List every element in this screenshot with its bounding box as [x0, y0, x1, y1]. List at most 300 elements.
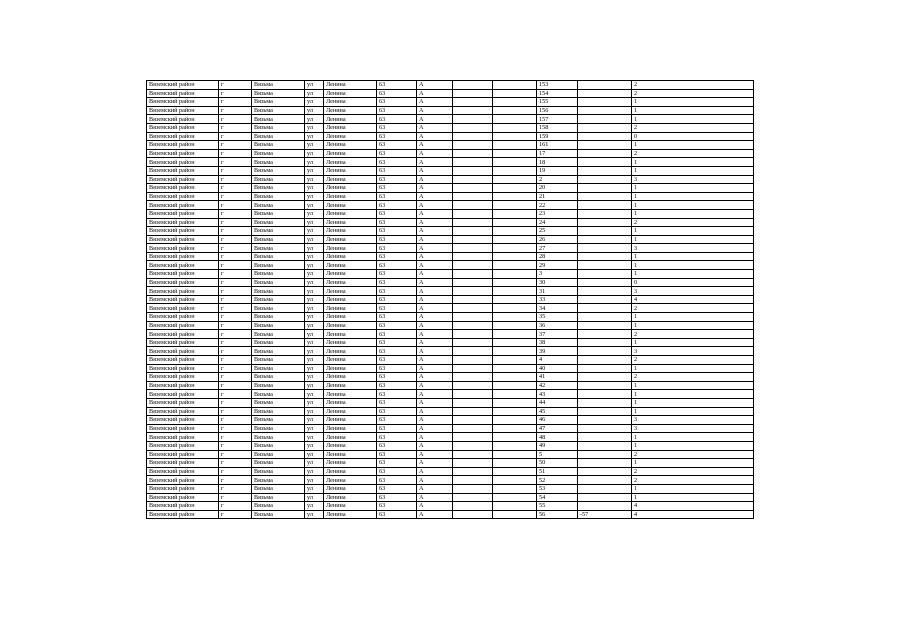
settlement-cell: Вязьма [252, 373, 305, 382]
settlement-cell: Вязьма [252, 338, 305, 347]
empty-cell [453, 175, 493, 184]
empty-cell [453, 441, 493, 450]
extra-cell [578, 287, 632, 296]
empty-cell [453, 338, 493, 347]
street-type-cell: ул [305, 424, 324, 433]
address-table [146, 80, 754, 519]
district-cell: Вяземский район [147, 313, 219, 322]
settlement-cell: Вязьма [252, 295, 305, 304]
settlement-type-cell: г [219, 158, 252, 167]
empty-cell [453, 201, 493, 210]
empty-cell [493, 149, 537, 158]
settlement-cell: Вязьма [252, 184, 305, 193]
settlement-type-cell: г [219, 364, 252, 373]
extra-cell [578, 330, 632, 339]
apartment-cell: 31 [537, 287, 578, 296]
empty-cell [493, 201, 537, 210]
letter-cell: А [417, 459, 453, 468]
settlement-type-cell: г [219, 467, 252, 476]
count-cell: 2 [632, 330, 754, 339]
settlement-type-cell: г [219, 476, 252, 485]
street-type-cell: ул [305, 166, 324, 175]
district-cell: Вяземский район [147, 510, 219, 519]
settlement-cell: Вязьма [252, 364, 305, 373]
district-cell: Вяземский район [147, 416, 219, 425]
empty-cell [453, 407, 493, 416]
house-cell: 63 [377, 89, 417, 98]
district-cell: Вяземский район [147, 184, 219, 193]
letter-cell: А [417, 175, 453, 184]
apartment-cell: 19 [537, 166, 578, 175]
settlement-cell: Вязьма [252, 166, 305, 175]
extra-cell [578, 261, 632, 270]
empty-cell [453, 270, 493, 279]
letter-cell: А [417, 304, 453, 313]
empty-cell [453, 287, 493, 296]
table-row [147, 166, 754, 175]
count-cell: 1 [632, 493, 754, 502]
street-cell: Ленина [324, 278, 377, 287]
settlement-cell: Вязьма [252, 158, 305, 167]
table-row [147, 123, 754, 132]
street-type-cell: ул [305, 175, 324, 184]
street-cell: Ленина [324, 123, 377, 132]
apartment-cell: 36 [537, 321, 578, 330]
house-cell: 63 [377, 433, 417, 442]
letter-cell: А [417, 484, 453, 493]
empty-cell [453, 381, 493, 390]
street-cell: Ленина [324, 338, 377, 347]
settlement-cell: Вязьма [252, 304, 305, 313]
count-cell: 3 [632, 416, 754, 425]
empty-cell [493, 158, 537, 167]
house-cell: 63 [377, 98, 417, 107]
table-row [147, 278, 754, 287]
count-cell: 4 [632, 502, 754, 511]
letter-cell: А [417, 149, 453, 158]
apartment-cell: 20 [537, 184, 578, 193]
district-cell: Вяземский район [147, 390, 219, 399]
district-cell: Вяземский район [147, 484, 219, 493]
street-cell: Ленина [324, 313, 377, 322]
count-cell: 2 [632, 450, 754, 459]
settlement-cell: Вязьма [252, 81, 305, 90]
table-row [147, 398, 754, 407]
letter-cell: А [417, 407, 453, 416]
empty-cell [453, 192, 493, 201]
district-cell: Вяземский район [147, 321, 219, 330]
count-cell: 2 [632, 304, 754, 313]
apartment-cell: 157 [537, 115, 578, 124]
letter-cell: А [417, 381, 453, 390]
count-cell: 3 [632, 347, 754, 356]
street-type-cell: ул [305, 209, 324, 218]
extra-cell [578, 244, 632, 253]
empty-cell [493, 287, 537, 296]
district-cell: Вяземский район [147, 295, 219, 304]
settlement-cell: Вязьма [252, 347, 305, 356]
street-type-cell: ул [305, 270, 324, 279]
table-row [147, 235, 754, 244]
extra-cell [578, 459, 632, 468]
settlement-cell: Вязьма [252, 123, 305, 132]
settlement-cell: Вязьма [252, 244, 305, 253]
letter-cell: А [417, 441, 453, 450]
table-row [147, 407, 754, 416]
letter-cell: А [417, 433, 453, 442]
empty-cell [493, 381, 537, 390]
table-row [147, 476, 754, 485]
settlement-cell: Вязьма [252, 356, 305, 365]
empty-cell [493, 209, 537, 218]
settlement-cell: Вязьма [252, 89, 305, 98]
settlement-type-cell: г [219, 493, 252, 502]
settlement-type-cell: г [219, 450, 252, 459]
street-type-cell: ул [305, 441, 324, 450]
empty-cell [493, 98, 537, 107]
table-row [147, 89, 754, 98]
empty-cell [453, 278, 493, 287]
extra-cell [578, 192, 632, 201]
settlement-cell: Вязьма [252, 270, 305, 279]
house-cell: 63 [377, 459, 417, 468]
count-cell: 1 [632, 261, 754, 270]
table-row [147, 364, 754, 373]
street-type-cell: ул [305, 184, 324, 193]
empty-cell [493, 270, 537, 279]
district-cell: Вяземский район [147, 330, 219, 339]
extra-cell [578, 270, 632, 279]
street-type-cell: ул [305, 81, 324, 90]
settlement-type-cell: г [219, 89, 252, 98]
house-cell: 63 [377, 201, 417, 210]
apartment-cell: 50 [537, 459, 578, 468]
street-type-cell: ул [305, 304, 324, 313]
settlement-type-cell: г [219, 398, 252, 407]
district-cell: Вяземский район [147, 364, 219, 373]
count-cell: 4 [632, 295, 754, 304]
apartment-cell: 39 [537, 347, 578, 356]
letter-cell: А [417, 356, 453, 365]
house-cell: 63 [377, 278, 417, 287]
settlement-cell: Вязьма [252, 209, 305, 218]
count-cell: 2 [632, 467, 754, 476]
empty-cell [453, 321, 493, 330]
settlement-type-cell: г [219, 252, 252, 261]
count-cell: 1 [632, 201, 754, 210]
street-cell: Ленина [324, 450, 377, 459]
letter-cell: А [417, 287, 453, 296]
house-cell: 63 [377, 493, 417, 502]
extra-cell [578, 493, 632, 502]
apartment-cell: 48 [537, 433, 578, 442]
street-cell: Ленина [324, 459, 377, 468]
settlement-cell: Вязьма [252, 467, 305, 476]
empty-cell [453, 493, 493, 502]
apartment-cell: 52 [537, 476, 578, 485]
empty-cell [453, 424, 493, 433]
extra-cell [578, 441, 632, 450]
letter-cell: А [417, 390, 453, 399]
settlement-type-cell: г [219, 192, 252, 201]
empty-cell [493, 433, 537, 442]
empty-cell [493, 295, 537, 304]
apartment-cell: 40 [537, 364, 578, 373]
empty-cell [453, 115, 493, 124]
table-row [147, 227, 754, 236]
street-type-cell: ул [305, 330, 324, 339]
letter-cell: А [417, 81, 453, 90]
settlement-cell: Вязьма [252, 201, 305, 210]
settlement-type-cell: г [219, 433, 252, 442]
count-cell: 3 [632, 424, 754, 433]
extra-cell [578, 295, 632, 304]
table-row [147, 450, 754, 459]
table-row [147, 98, 754, 107]
house-cell: 63 [377, 381, 417, 390]
settlement-type-cell: г [219, 390, 252, 399]
count-cell: 2 [632, 476, 754, 485]
count-cell: 1 [632, 407, 754, 416]
settlement-cell: Вязьма [252, 175, 305, 184]
street-type-cell: ул [305, 459, 324, 468]
count-cell: 1 [632, 166, 754, 175]
house-cell: 63 [377, 106, 417, 115]
settlement-type-cell: г [219, 321, 252, 330]
settlement-cell: Вязьма [252, 416, 305, 425]
house-cell: 63 [377, 166, 417, 175]
empty-cell [453, 416, 493, 425]
settlement-type-cell: г [219, 235, 252, 244]
apartment-cell: 30 [537, 278, 578, 287]
letter-cell: А [417, 141, 453, 150]
house-cell: 63 [377, 321, 417, 330]
district-cell: Вяземский район [147, 441, 219, 450]
street-cell: Ленина [324, 381, 377, 390]
letter-cell: А [417, 261, 453, 270]
house-cell: 63 [377, 192, 417, 201]
settlement-type-cell: г [219, 330, 252, 339]
count-cell: 1 [632, 158, 754, 167]
table-row [147, 373, 754, 382]
house-cell: 63 [377, 313, 417, 322]
district-cell: Вяземский район [147, 407, 219, 416]
empty-cell [453, 476, 493, 485]
settlement-type-cell: г [219, 347, 252, 356]
apartment-cell: 53 [537, 484, 578, 493]
table-row [147, 149, 754, 158]
letter-cell: А [417, 373, 453, 382]
count-cell: 2 [632, 356, 754, 365]
settlement-type-cell: г [219, 407, 252, 416]
apartment-cell: 45 [537, 407, 578, 416]
letter-cell: А [417, 89, 453, 98]
apartment-cell: 33 [537, 295, 578, 304]
empty-cell [453, 218, 493, 227]
empty-cell [493, 89, 537, 98]
street-type-cell: ул [305, 381, 324, 390]
table-row [147, 338, 754, 347]
street-type-cell: ул [305, 295, 324, 304]
street-cell: Ленина [324, 270, 377, 279]
street-cell: Ленина [324, 356, 377, 365]
extra-cell [578, 484, 632, 493]
empty-cell [493, 398, 537, 407]
house-cell: 63 [377, 502, 417, 511]
settlement-type-cell: г [219, 98, 252, 107]
letter-cell: А [417, 201, 453, 210]
street-cell: Ленина [324, 510, 377, 519]
settlement-cell: Вязьма [252, 476, 305, 485]
count-cell: 1 [632, 115, 754, 124]
empty-cell [493, 192, 537, 201]
letter-cell: А [417, 227, 453, 236]
settlement-cell: Вязьма [252, 141, 305, 150]
empty-cell [453, 304, 493, 313]
letter-cell: А [417, 132, 453, 141]
settlement-cell: Вязьма [252, 132, 305, 141]
empty-cell [493, 476, 537, 485]
settlement-cell: Вязьма [252, 441, 305, 450]
letter-cell: А [417, 416, 453, 425]
apartment-cell: 55 [537, 502, 578, 511]
count-cell: 2 [632, 373, 754, 382]
district-cell: Вяземский район [147, 132, 219, 141]
empty-cell [493, 338, 537, 347]
empty-cell [493, 390, 537, 399]
count-cell: 3 [632, 244, 754, 253]
letter-cell: А [417, 467, 453, 476]
empty-cell [453, 184, 493, 193]
table-row [147, 347, 754, 356]
house-cell: 63 [377, 175, 417, 184]
street-type-cell: ул [305, 132, 324, 141]
apartment-cell: 56 [537, 510, 578, 519]
table-row [147, 433, 754, 442]
empty-cell [493, 175, 537, 184]
table-row [147, 321, 754, 330]
settlement-type-cell: г [219, 227, 252, 236]
letter-cell: А [417, 158, 453, 167]
table-row [147, 106, 754, 115]
letter-cell: А [417, 502, 453, 511]
district-cell: Вяземский район [147, 252, 219, 261]
empty-cell [493, 459, 537, 468]
district-cell: Вяземский район [147, 338, 219, 347]
table-row [147, 390, 754, 399]
settlement-cell: Вязьма [252, 484, 305, 493]
extra-cell [578, 81, 632, 90]
district-cell: Вяземский район [147, 270, 219, 279]
street-type-cell: ул [305, 502, 324, 511]
table-row [147, 313, 754, 322]
apartment-cell: 44 [537, 398, 578, 407]
table-row [147, 218, 754, 227]
settlement-cell: Вязьма [252, 149, 305, 158]
letter-cell: А [417, 330, 453, 339]
count-cell: 2 [632, 149, 754, 158]
district-cell: Вяземский район [147, 192, 219, 201]
letter-cell: А [417, 235, 453, 244]
table-row [147, 244, 754, 253]
apartment-cell: 25 [537, 227, 578, 236]
empty-cell [493, 484, 537, 493]
empty-cell [493, 106, 537, 115]
table-row [147, 287, 754, 296]
empty-cell [493, 81, 537, 90]
district-cell: Вяземский район [147, 149, 219, 158]
house-cell: 63 [377, 476, 417, 485]
street-type-cell: ул [305, 261, 324, 270]
settlement-cell: Вязьма [252, 115, 305, 124]
house-cell: 63 [377, 209, 417, 218]
count-cell: 1 [632, 227, 754, 236]
street-type-cell: ул [305, 450, 324, 459]
house-cell: 63 [377, 484, 417, 493]
table-row [147, 330, 754, 339]
count-cell: 1 [632, 313, 754, 322]
empty-cell [453, 484, 493, 493]
empty-cell [453, 373, 493, 382]
street-cell: Ленина [324, 227, 377, 236]
table-row [147, 493, 754, 502]
district-cell: Вяземский район [147, 424, 219, 433]
district-cell: Вяземский район [147, 287, 219, 296]
extra-cell [578, 347, 632, 356]
apartment-cell: 28 [537, 252, 578, 261]
empty-cell [493, 227, 537, 236]
empty-cell [453, 227, 493, 236]
letter-cell: А [417, 338, 453, 347]
settlement-type-cell: г [219, 132, 252, 141]
street-type-cell: ул [305, 278, 324, 287]
apartment-cell: 3 [537, 270, 578, 279]
apartment-cell: 34 [537, 304, 578, 313]
table-row [147, 115, 754, 124]
settlement-cell: Вязьма [252, 398, 305, 407]
empty-cell [493, 261, 537, 270]
settlement-cell: Вязьма [252, 424, 305, 433]
settlement-cell: Вязьма [252, 313, 305, 322]
house-cell: 63 [377, 338, 417, 347]
empty-cell [453, 364, 493, 373]
letter-cell: А [417, 252, 453, 261]
letter-cell: А [417, 192, 453, 201]
letter-cell: А [417, 364, 453, 373]
letter-cell: А [417, 278, 453, 287]
settlement-type-cell: г [219, 502, 252, 511]
table-row [147, 184, 754, 193]
street-type-cell: ул [305, 493, 324, 502]
extra-cell [578, 184, 632, 193]
extra-cell [578, 278, 632, 287]
apartment-cell: 155 [537, 98, 578, 107]
district-cell: Вяземский район [147, 209, 219, 218]
extra-cell [578, 364, 632, 373]
settlement-cell: Вязьма [252, 261, 305, 270]
settlement-cell: Вязьма [252, 493, 305, 502]
street-type-cell: ул [305, 98, 324, 107]
street-cell: Ленина [324, 493, 377, 502]
district-cell: Вяземский район [147, 467, 219, 476]
district-cell: Вяземский район [147, 347, 219, 356]
extra-cell [578, 338, 632, 347]
street-type-cell: ул [305, 158, 324, 167]
settlement-type-cell: г [219, 209, 252, 218]
house-cell: 63 [377, 218, 417, 227]
table-row [147, 158, 754, 167]
street-type-cell: ул [305, 321, 324, 330]
